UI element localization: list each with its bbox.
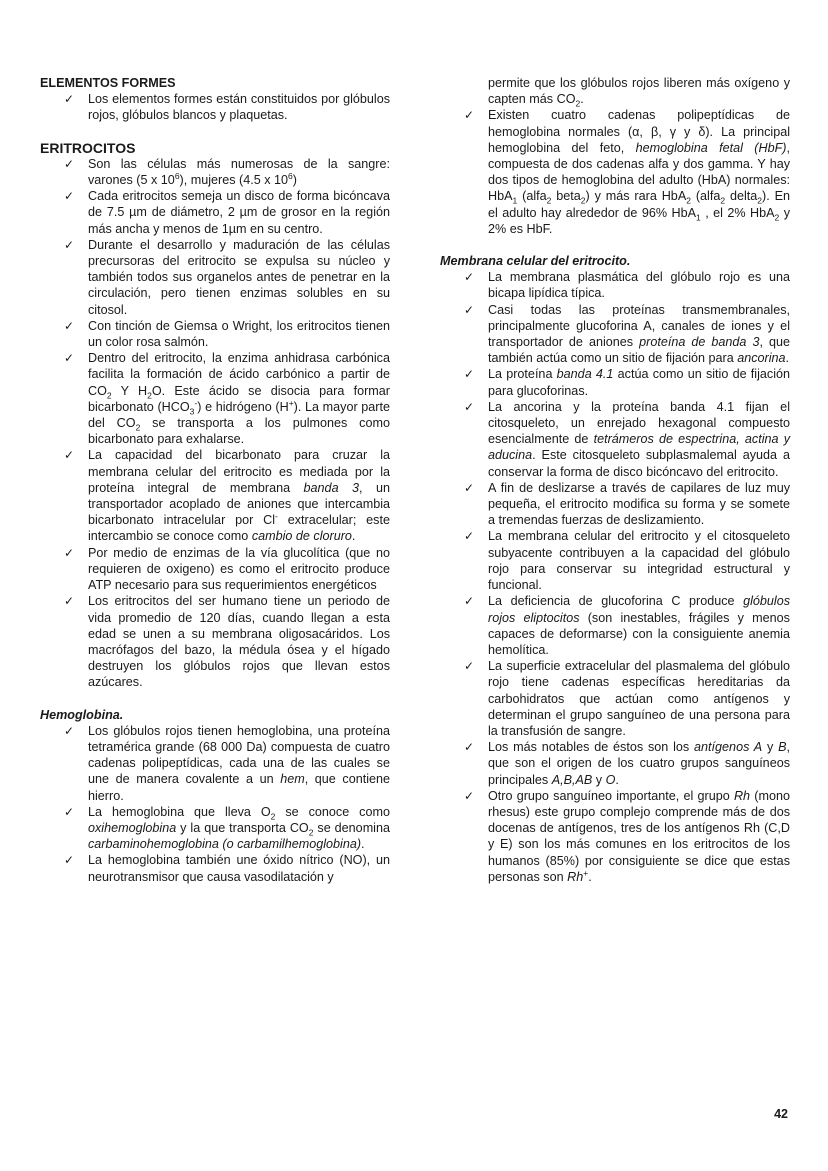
checkmark-icon: ✓ — [64, 594, 75, 609]
bullet-item — [440, 480, 790, 529]
checkmark-icon: ✓ — [64, 156, 75, 171]
superscript: - — [275, 511, 278, 522]
text-run: Los más notables de éstos son los — [488, 740, 695, 755]
checkmark-icon: ✓ — [464, 480, 475, 495]
text-run: , el 2% HbA — [700, 205, 775, 220]
text-run: La capacidad del bicarbonato para cruzar la membrana celular del eritrocito es mediada por la proteína integral de membrana — [88, 448, 390, 495]
text-run: ) y más rara HbA — [585, 189, 687, 204]
text-run: ERITROCITOS — [40, 139, 136, 156]
bullet-item — [440, 528, 790, 593]
subscript: 2 — [575, 98, 581, 109]
text-run: ). En el adulto hay alrededor de 96% HbA — [488, 189, 790, 220]
checkmark-icon: ✓ — [464, 302, 475, 317]
text-run: ), mujeres (4.5 x 10 — [179, 173, 289, 188]
text-run: ELEMENTOS FORMES — [40, 76, 176, 90]
italic-text: ancorina — [737, 351, 786, 366]
text-run: , que son el origen de los cuatro grupos sanguíneos principales — [488, 740, 791, 787]
text-run: Por medio de enzimas de la vía glucolítica (que no requieren de oxigeno) es como el eritrocito produce ATP necesario para sus requerimientos energéticos — [88, 545, 390, 593]
text-run: ). La mayor parte del CO — [88, 399, 390, 431]
section-heading — [40, 707, 390, 723]
text-run: . — [615, 772, 619, 787]
bullet-item — [40, 545, 390, 594]
text-run: . — [351, 529, 356, 544]
page-number: 42 — [774, 1107, 788, 1121]
text-run: (alfa — [517, 189, 547, 204]
text-run: O. Este ácido se disocia para formar bicarbonato (HCO — [88, 383, 390, 414]
text-run: y 2% es HbF. — [488, 205, 791, 236]
bullet-item — [440, 658, 790, 739]
text-run: A fin de deslizarse a través de capilares de luz muy pequeña, el eritrocito modifica su forma y se somete a tremendas fuerzas de deslizamiento. — [488, 480, 790, 528]
section-heading — [40, 75, 390, 91]
bullet-item — [440, 593, 790, 658]
subscript: 3 — [189, 406, 195, 417]
checkmark-icon: ✓ — [464, 529, 475, 544]
subscript: 2 — [774, 212, 780, 223]
superscript: + — [583, 867, 589, 878]
italic-text: carbaminohemoglobina (o carbamilhemoglobina) — [88, 837, 362, 852]
checkmark-icon: ✓ — [64, 92, 75, 107]
text-run: , que contiene hierro. — [88, 772, 391, 803]
italic-text: tetrámeros de espectrina, actina y aducina — [488, 432, 790, 463]
italic-text: banda 3 — [303, 480, 360, 495]
text-run: actúa como un sitio de fijación para glucoforinas. — [488, 367, 791, 398]
checkmark-icon: ✓ — [464, 367, 475, 382]
checkmark-icon: ✓ — [64, 237, 75, 252]
italic-text: cambio de cloruro — [251, 529, 352, 544]
subscript: 2 — [147, 390, 152, 401]
bullet-item — [40, 188, 390, 237]
text-run: La membrana celular del eritrocito y el citosqueleto subyacente contribuyen a la capacidad del glóbulo rojo para conservar su integridad estructural y funcional. — [488, 529, 790, 593]
italic-text: oxihemoglobina — [88, 820, 177, 835]
text-run: , compuesta de dos cadenas alfa y dos gamma. Y hay dos tipos de hemoglobina del adulto (HbA) normales: HbA — [488, 140, 790, 204]
bullet-item — [40, 237, 390, 318]
subscript: 2 — [686, 195, 691, 206]
text-run: Durante el desarrollo y maduración de las células precursoras del eritrocito se expulsa su núcleo y también todos sus organelos antes de penetrar en la circulación, pero tienen enzimas solubles en su citosol. — [88, 237, 390, 317]
superscript: + — [288, 397, 294, 408]
subscript: 1 — [512, 195, 518, 206]
superscript: 6 — [288, 170, 293, 181]
bullet-item — [440, 302, 790, 367]
subscript: 2 — [546, 195, 552, 206]
checkmark-icon: ✓ — [464, 399, 475, 414]
bullet-item — [440, 366, 790, 398]
italic-text: Rh — [567, 869, 584, 884]
section-heading — [440, 253, 790, 269]
subscript: 2 — [580, 195, 586, 206]
text-run: La membrana plasmática del glóbulo rojo es una bicapa lipídica típica. — [488, 270, 790, 301]
checkmark-icon: ✓ — [64, 351, 75, 366]
bullet-item — [440, 399, 790, 480]
text-run: La ancorina y la proteína banda 4.1 fijan el citosqueleto, un enrejado hexagonal compuesto esencialmente de — [488, 399, 790, 447]
text-run: La proteína — [488, 367, 557, 382]
checkmark-icon: ✓ — [464, 108, 475, 123]
italic-text: A,B,AB — [551, 772, 593, 787]
subscript: 2 — [720, 195, 726, 206]
left-column — [40, 75, 390, 885]
text-run: Cada eritrocitos semeja un disco de forma bicóncava de 7.5 µm de diámetro, 2 µm de grosor en la región más ancha y menos de 1µm en su centro. — [88, 189, 390, 236]
text-run: Los eritrocitos del ser humano tiene un periodo de vida promedio de 120 días, cuando llegan a esta edad se unen a su membrana oligosacáridos. Los macrófagos del bazo, la médula ósea y el hígado destruyen los glóbulos rojos que llevan estos azúcares. — [88, 594, 390, 690]
bullet-item — [40, 447, 390, 544]
text-run: Membrana celular del eritrocito. — [440, 254, 631, 269]
bullet-item — [40, 804, 390, 853]
text-run: ) — [292, 173, 297, 188]
italic-text: O — [605, 772, 616, 787]
text-run: y la que transporta CO — [176, 820, 309, 835]
text-run: Son las células más numerosas de la sangre: varones (5 x 10 — [88, 156, 390, 188]
text-run: . — [588, 869, 592, 884]
text-run: . — [785, 351, 790, 366]
paragraph-continuation — [440, 75, 790, 107]
bullet-item — [40, 318, 390, 350]
text-run: se denomina — [313, 820, 390, 835]
italic-text: hemoglobina fetal (HbF) — [635, 140, 787, 155]
italic-text: B — [778, 740, 787, 755]
italic-text: Rh — [733, 788, 751, 803]
text-run: permite que los glóbulos rojos liberen más oxígeno y capten más CO — [488, 76, 790, 107]
bullet-item — [40, 350, 390, 447]
subscript: 2 — [757, 195, 763, 206]
superscript: - — [194, 397, 198, 408]
bullet-item — [40, 723, 390, 804]
text-run: se conoce como — [275, 804, 390, 819]
text-run: . — [361, 837, 365, 852]
text-run: , que también actúa como un sitio de fijación para — [488, 335, 791, 366]
text-run: . — [580, 92, 584, 107]
text-run: Existen cuatro cadenas polipeptídicas de hemoglobina normales (α, β, γ y δ). La principal hemoglobina del feto, — [488, 108, 790, 155]
checkmark-icon: ✓ — [464, 659, 475, 674]
superscript: 6 — [174, 170, 180, 181]
text-run: (mono rhesus) este grupo complejo comprende más de dos docenas de antígenos, tres de los antígenos Rh (C,D y E) son los más comunes en los eritrocitos de los humanos (85%) por consiguiente se dice que estas personas son — [488, 788, 790, 884]
text-run: , un transportador acoplado de aniones que intercambia bicarbonato intracelular por Cl — [88, 480, 390, 528]
text-run: Y H — [111, 383, 148, 398]
subscript: 2 — [308, 827, 314, 838]
subscript: 2 — [135, 422, 141, 433]
checkmark-icon: ✓ — [64, 804, 75, 819]
checkmark-icon: ✓ — [64, 723, 75, 738]
text-run: Hemoglobina. — [40, 707, 124, 722]
text-run: La hemoglobina también une óxido nítrico (NO), un neurotransmisor que causa vasodilatación y — [88, 853, 390, 884]
bullet-item — [440, 788, 790, 885]
text-run: Los glóbulos rojos tienen hemoglobina, una proteína tetramérica grande (68 000 Da) compuesta de cuatro cadenas polipeptídicas, cada una de las cuales se une de manera covalente a un — [88, 723, 390, 787]
checkmark-icon: ✓ — [464, 594, 475, 609]
text-run: Casi todas las proteínas transmembranales, principalmente glucoforina A, canales de iones y el transportador de aniones — [488, 302, 790, 350]
text-run: La superficie extracelular del plasmalema del glóbulo rojo tiene cadenas específicas hereditarias da carbohidratos que actúan como antígenos y determinan el grupo sanguíneo de una persona para la transfusión de sangre. — [488, 659, 790, 738]
spacer — [440, 237, 790, 253]
checkmark-icon: ✓ — [464, 788, 475, 803]
italic-text: hem — [280, 772, 305, 787]
spacer — [40, 124, 390, 140]
subscript: 2 — [106, 390, 112, 401]
text-run: y — [762, 740, 779, 755]
text-run: Con tinción de Giemsa o Wright, los eritrocitos tienen un color rosa salmón. — [88, 318, 390, 350]
checkmark-icon: ✓ — [64, 189, 75, 204]
italic-text: glóbulos rojos eliptocitos — [488, 594, 790, 625]
text-run: . Este citosqueleto subplasmalemal ayuda a conservar la forma de disco bicóncavo del eritrocito. — [488, 448, 790, 479]
text-run: beta — [551, 189, 581, 204]
text-run: La deficiencia de glucoforina C produce — [488, 594, 744, 609]
right-column — [440, 75, 790, 885]
text-run: se transporta a los pulmones como bicarbonato para exhalarse. — [88, 416, 390, 447]
text-run: ) e hidrógeno (H — [197, 399, 289, 414]
text-run: Otro grupo sanguíneo importante, el grupo — [488, 788, 734, 803]
bullet-item — [440, 269, 790, 301]
checkmark-icon: ✓ — [64, 448, 75, 463]
text-run: y — [592, 772, 606, 787]
subscript: 2 — [270, 811, 276, 822]
spacer — [40, 691, 390, 707]
bullet-item — [40, 593, 390, 690]
text-run: La hemoglobina que lleva O — [88, 804, 271, 819]
checkmark-icon: ✓ — [64, 545, 75, 560]
italic-text: banda 4.1 — [556, 367, 614, 382]
text-run: extracelular; este intercambio se conoce como — [88, 513, 390, 544]
text-run: Dentro del eritrocito, la enzima anhidrasa carbónica facilita la formación de ácido carbónico a partir de CO — [88, 351, 390, 398]
text-run: Los elementos formes están constituidos por glóbulos rojos, glóbulos blancos y plaquetas. — [88, 92, 390, 123]
bullet-item — [40, 156, 390, 188]
italic-text: antígenos A — [694, 740, 763, 755]
bullet-item — [40, 852, 390, 884]
checkmark-icon: ✓ — [64, 853, 75, 868]
bullet-item — [440, 107, 790, 237]
checkmark-icon: ✓ — [464, 740, 475, 755]
text-run: (alfa — [690, 189, 721, 204]
checkmark-icon: ✓ — [464, 270, 475, 285]
bullet-item — [440, 739, 790, 788]
checkmark-icon: ✓ — [64, 318, 75, 333]
bullet-item — [40, 91, 390, 123]
text-run: (son inestables, frágiles y menos capaces de deformarse) con la consiguiente anemia hemolítica. — [488, 610, 790, 657]
text-run: delta — [725, 189, 758, 204]
subscript: 1 — [696, 212, 701, 223]
section-heading — [40, 140, 390, 156]
italic-text: proteína de banda 3 — [639, 335, 760, 350]
